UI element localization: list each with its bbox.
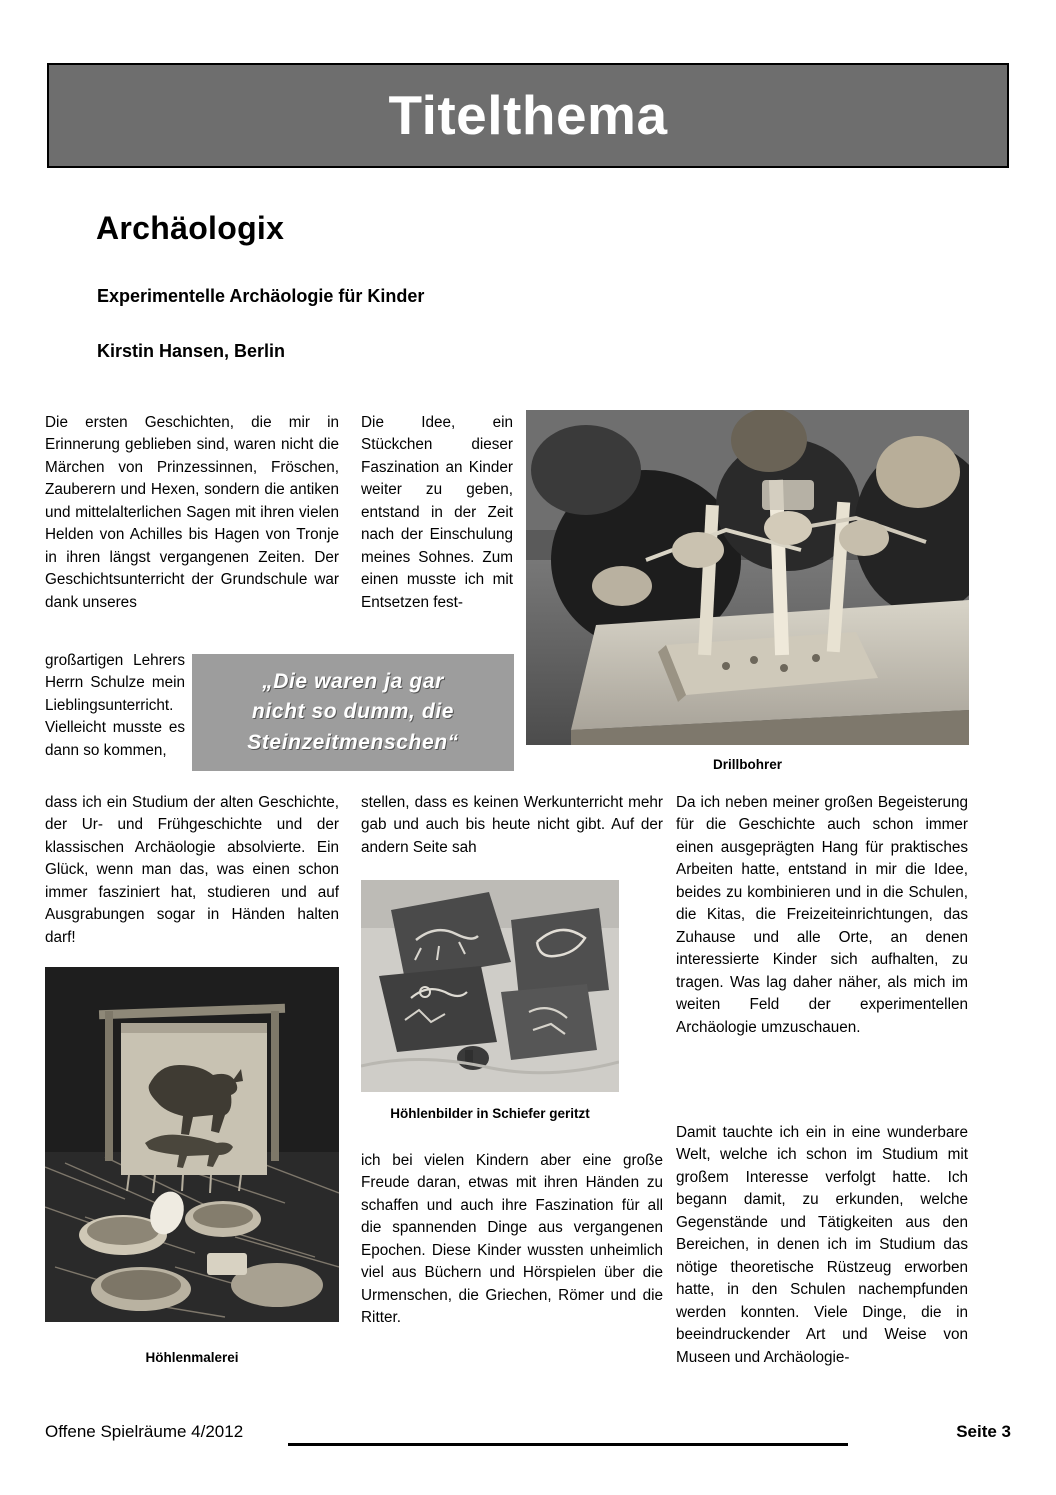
pull-quote-line-3: Steinzeitmenschen“: [247, 730, 459, 754]
body-text-col2-part2: [361, 792, 663, 875]
paragraph: ich bei vielen Kindern aber eine große Freude daran, etwas mit ihren Händen zu schaffen und auch ihre Faszination für all die spannenden Dinge aus vergangenen Epochen. Diese Kinder wussten unheimlich viel aus Büchern und Hörspielen über die Urmenschen, die Griechen, Römer und die Ritter.: [361, 1152, 663, 1327]
body-text-col1-part2: [45, 650, 185, 778]
pull-quote-line-1: „Die waren ja gar: [262, 669, 444, 693]
article-byline: Kirstin Hansen, Berlin: [97, 341, 286, 361]
footer-page-number: Seite 3: [956, 1422, 1011, 1441]
page-title: Archäologix: [96, 210, 285, 246]
photo-schiefer: [361, 880, 619, 1092]
paragraph: stellen, dass es keinen Werkunterricht mehr gab und auch bis heute nicht gibt. Auf der andern Seite sah: [361, 794, 663, 856]
body-text-col2-part3: [361, 1150, 663, 1346]
paragraph: Die Idee, ein Stückchen dieser Faszination an Kinder weiter zu geben, entstand in der Zeit nach der Einschulung meines Sohnes. Zum einen musste ich mit Entsetzen fest-: [361, 414, 513, 611]
body-text-col1-part1: [45, 412, 339, 630]
pull-quote: [192, 654, 514, 771]
pull-quote-line-2: nicht so dumm, die: [251, 700, 455, 724]
paragraph: dass ich ein Studium der alten Geschichte, der Ur- und Frühgeschichte und der klassischen Archäologie absolvierte. Ein Glück, wenn man das, was einen schon immer fasziniert hat, studieren und auf Ausgrabungen sogar in Händen halten darf!: [45, 794, 339, 946]
body-text-col1-part3: [45, 792, 339, 965]
body-text-col3-part2: [676, 1122, 968, 1385]
section-banner: [47, 63, 1009, 168]
photo-schiefer-image: [361, 880, 619, 1092]
caption-drillbohrer: Drillbohrer: [712, 757, 782, 772]
caption-schiefer: Höhlenbilder in Schiefer geritzt: [390, 1106, 590, 1121]
footer-divider: [288, 1443, 848, 1446]
banner-title: Titelthema: [388, 84, 668, 146]
paragraph: großartigen Lehrers Herrn Schulze mein Lieblingsunterricht. Vielleicht musste es dann so kommen,: [45, 652, 185, 759]
caption-hoehlenmalerei: Höhlenmalerei: [145, 1350, 239, 1365]
article-subtitle: Experimentelle Archäologie für Kinder: [97, 286, 425, 306]
photo-drillbohrer-image: [526, 410, 969, 745]
photo-drillbohrer: [526, 410, 969, 745]
paragraph: Damit tauchte ich ein in eine wunderbare Welt, welche ich schon im Studium mit großem Interesse verfolgt hatte. Ich begann damit, zu erkunden, welche Gegenstände und Tätigkeiten aus den Bereichen, in denen ich im Studium das nötige theoretische Rüstzeug erworben hatte, in den Schulen nachempfunden werden konnten. Viele Dinge, die in beeindruckender Art und Weise von Museen und Archäologie-: [676, 1124, 968, 1366]
paragraph: Die ersten Geschichten, die mir in Erinnerung geblieben sind, waren nicht die Märchen von Prinzessinnen, Fröschen, Zauberern und Hexen, sondern die antiken und mittelalterlichen Sagen mit ihren vielen Helden von Achilles bis Hagen von Tronje in ihren längst vergangenen Zeiten. Der Geschichtsunterricht der Grundschule war dank unseres: [45, 414, 339, 611]
footer-issue: Offene Spielräume 4/2012: [45, 1422, 244, 1441]
body-text-col3-part1: [676, 792, 968, 1055]
photo-hoehlenmalerei-image: [45, 967, 339, 1322]
paragraph: Da ich neben meiner großen Begeisterung für die Geschichte auch schon immer einen ausgeprägten Hang für praktisches Arbeiten hatte, entstand in mir die Idee, beides zu kombinieren und in die Schulen, die Kitas, die Freizeiteinrichtungen, das Zuhause und alle Orte, an denen interessierte Kinder sich aufhalten, zu tragen. Was lag daher näher, als mich im weiten Feld der experimentellen Archäologie umzuschauen.: [676, 794, 968, 1036]
photo-hoehlenmalerei: [45, 967, 339, 1322]
body-text-col2-part1: [361, 412, 513, 630]
